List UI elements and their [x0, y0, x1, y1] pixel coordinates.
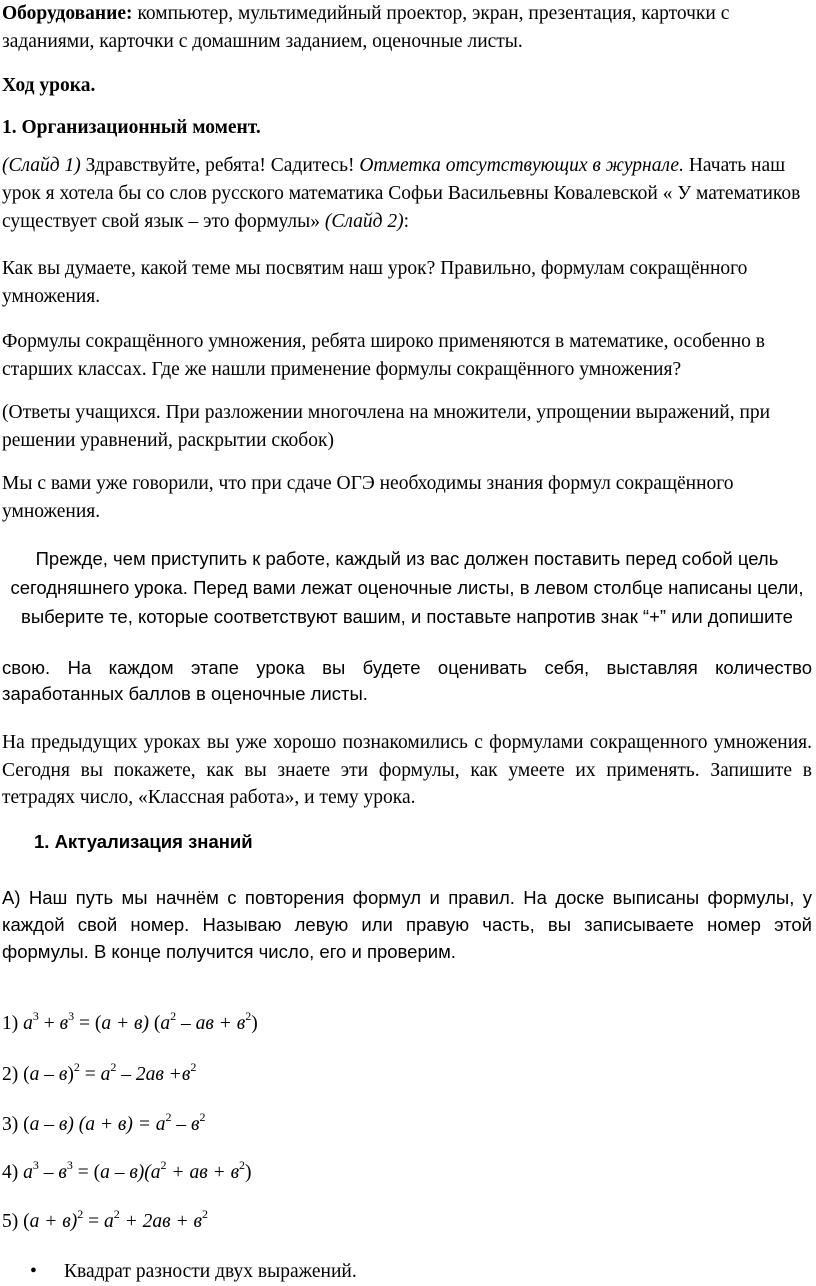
paragraph: Формулы сокращённого умножения, ребята широко применяются в математике, особенно в старших классах. Где же нашли применение формулы сокращённого умножения?	[2, 331, 765, 380]
formula-part: 4)	[2, 1162, 24, 1183]
formula-part: – в	[38, 1162, 67, 1183]
bullet-icon: •	[30, 1261, 37, 1282]
formula-part: 3) (	[2, 1114, 30, 1135]
formula-part: в	[59, 1013, 69, 1034]
exponent: 2	[77, 1207, 84, 1221]
exponent: 2	[160, 1158, 167, 1172]
formula-part: 5) (	[2, 1211, 30, 1232]
lesson-heading: Ход урока.	[2, 75, 96, 96]
formula-part: =	[83, 1211, 104, 1232]
exponent: 2	[113, 1207, 120, 1221]
exponent: 2	[73, 1060, 80, 1074]
exponent: 3	[66, 1158, 73, 1172]
formula-1	[2, 1010, 812, 1038]
paragraph: Мы с вами уже говорили, что при сдаче ОГЭ необходимы знания формул сокращённого умножения.	[2, 473, 734, 522]
equipment-label: Оборудование:	[2, 3, 133, 24]
goals-paragraph-cont: свою. На каждом этапе урока вы будете оценивать себя, выставляя количество заработанных баллов в оценочные листы.	[2, 657, 812, 704]
formula-part: 2) (	[2, 1064, 30, 1085]
formula-part: а	[100, 1064, 111, 1085]
paragraph: (Ответы учащихся. При разложении многочлена на множители, упрощении выражений, при решении уравнений, раскрытии скобок)	[2, 402, 771, 451]
exponent: 3	[32, 1009, 39, 1023]
text: Здравствуйте, ребята! Садитесь!	[80, 155, 360, 176]
formula-part: =	[79, 1064, 101, 1085]
equipment-text: компьютер, мультимедийный проектор, экран, презентация, карточки с заданиями, карточки с домашним заданием, оценочные листы.	[2, 3, 730, 52]
formula-3	[2, 1111, 812, 1139]
formula-part: = (	[72, 1162, 101, 1183]
exponent: 2	[202, 1207, 208, 1221]
formula-part: а	[23, 1013, 33, 1034]
text: Начать наш урок я хотела бы со слов русского математика Софьи Васильевны Ковалевской « У математиков существует свой язык – это формулы»	[2, 155, 801, 232]
formula-part: а – в)(а	[100, 1162, 161, 1183]
formula-part: а	[104, 1211, 114, 1232]
exponent: 2	[190, 1060, 197, 1074]
formula-part: )	[245, 1162, 252, 1183]
exponent: 2	[239, 1158, 246, 1172]
formula-part: +	[38, 1013, 60, 1034]
exponent: 2	[170, 1009, 177, 1023]
exponent: 2	[245, 1009, 252, 1023]
exponent: 2	[165, 1110, 172, 1124]
formula-5	[2, 1208, 812, 1236]
formula-part: – ав + в	[176, 1013, 246, 1034]
exponent: 2	[199, 1110, 206, 1124]
exponent: 3	[32, 1158, 39, 1172]
formula-2	[2, 1061, 812, 1089]
text: :	[403, 211, 410, 232]
slide-ref: (Слайд 1)	[2, 155, 81, 176]
formula-part: )	[67, 1064, 74, 1085]
greeting-paragraph	[2, 152, 812, 236]
formula-part: – 2ав +в	[116, 1064, 191, 1085]
section-actualization-heading: 1. Актуализация знаний	[34, 831, 253, 852]
formula-4	[2, 1159, 812, 1187]
exponent: 2	[110, 1060, 117, 1074]
section-org-heading: 1. Организационный момент.	[2, 117, 261, 138]
exponent: 3	[68, 1009, 75, 1023]
formula-part: а	[23, 1162, 33, 1183]
paragraph: Как вы думаете, какой теме мы посвятим наш урок? Правильно, формулам сокращённого умножения.	[2, 258, 748, 307]
formula-part: (	[148, 1013, 161, 1034]
formula-part: а + в)	[29, 1211, 78, 1232]
formula-part: – в	[171, 1114, 200, 1135]
formula-part: )	[251, 1013, 258, 1034]
formula-part: + ав + в	[166, 1162, 240, 1183]
formula-part: а – в) (а + в) = а	[29, 1114, 166, 1135]
formula-part: а – в	[29, 1064, 68, 1085]
equipment-paragraph	[2, 0, 812, 56]
formula-part: а	[160, 1013, 171, 1034]
task-paragraph: А) Наш путь мы начнём с повторения формул и правил. На доске выписаны формулы, у каждой свой номер. Называю левую или правую часть, вы записываете номер этой формулы. В конце получится число, его и проверим.	[2, 887, 812, 962]
formula-part: = (	[74, 1013, 102, 1034]
bullet-item	[30, 1258, 357, 1286]
formula-part: + 2ав + в	[119, 1211, 202, 1232]
formula-part: а + в)	[101, 1013, 149, 1034]
formula-part: 1)	[2, 1013, 24, 1034]
paragraph: На предыдущих уроках вы уже хорошо познакомились с формулами сокращенного умножения. Сегодня вы покажете, как вы знаете эти формулы, как умеете их применять. Запишите в тетрадях число, «Классная работа», и тему урока.	[2, 732, 812, 808]
goals-paragraph: Прежде, чем приступить к работе, каждый из вас должен поставить перед собой цель сегодняшнего урока. Перед вами лежат оценочные листы, в левом столбце написаны цели, выберите те, которые соответствуют вашим, и поставьте напротив знак “+” или допишите	[10, 548, 804, 627]
note: Отметка отсутствующих в журнале.	[359, 155, 684, 176]
bullet-text: Квадрат разности двух выражений.	[64, 1261, 357, 1282]
slide-ref: (Слайд 2)	[324, 211, 404, 232]
